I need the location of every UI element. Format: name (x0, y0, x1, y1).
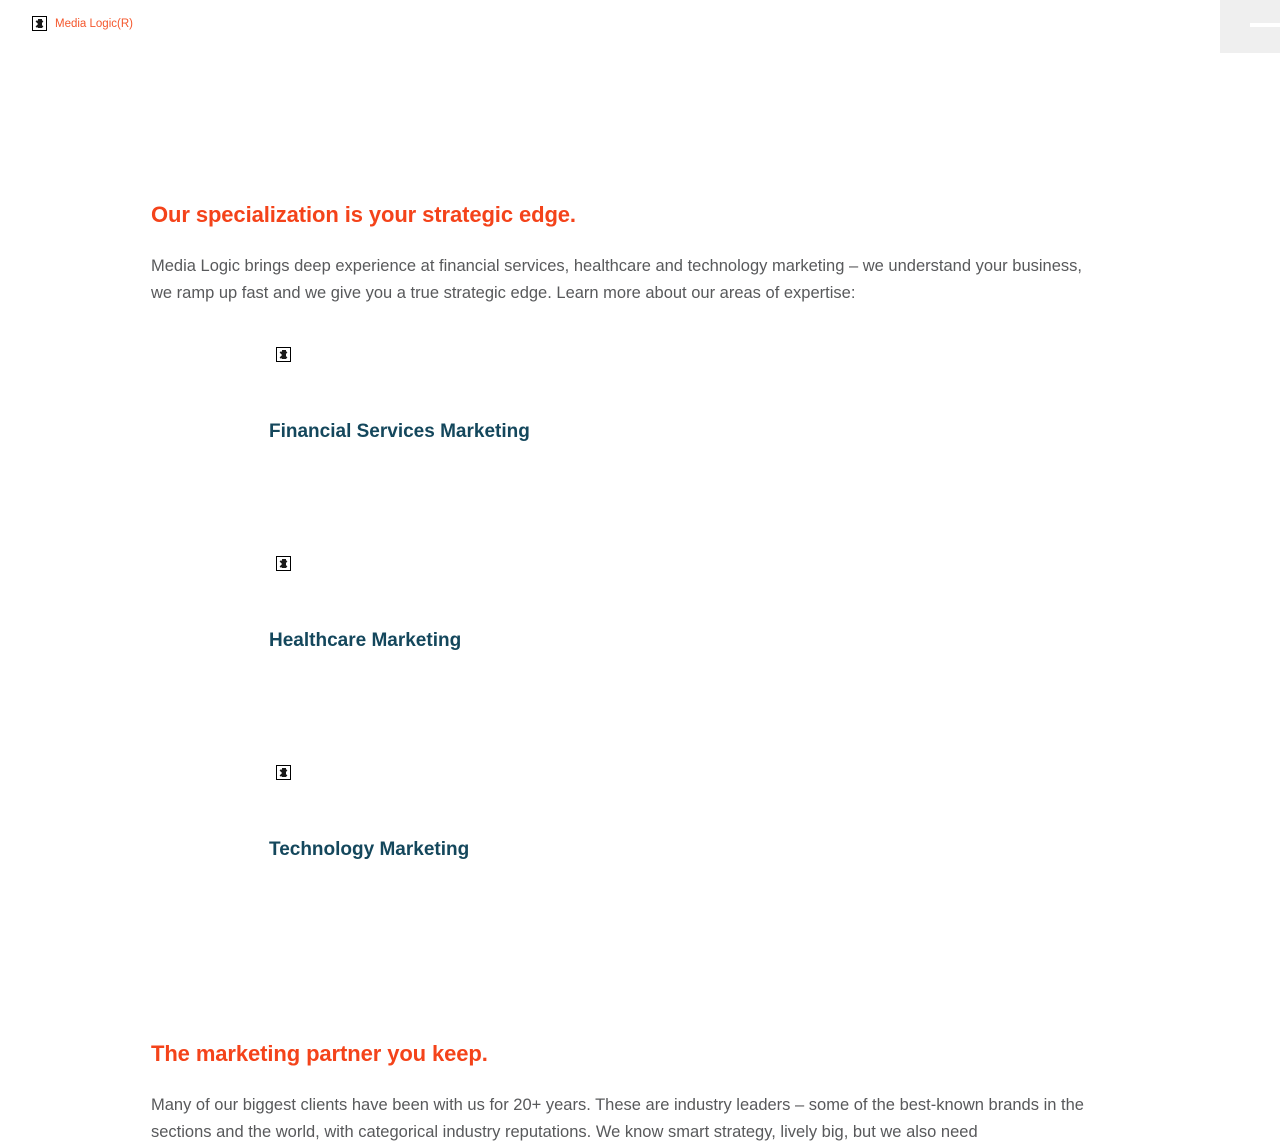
service-item-financial[interactable] (151, 347, 1111, 556)
menu-line (1250, 23, 1280, 27)
service-item-technology[interactable] (151, 765, 1111, 974)
broken-image-icon (276, 347, 291, 362)
menu-panel[interactable] (1220, 0, 1280, 53)
main-content (151, 200, 1111, 1146)
partner-section (151, 1039, 1111, 1146)
site-logo-link[interactable] (32, 16, 133, 31)
logo-alt-text: Media Logic(R) (55, 17, 133, 30)
site-header (0, 0, 1280, 60)
service-title-technology[interactable]: Technology Marketing (269, 839, 470, 860)
service-item-healthcare[interactable] (151, 556, 1111, 765)
service-title-healthcare[interactable]: Healthcare Marketing (269, 630, 462, 651)
broken-image-icon (32, 16, 47, 31)
services-list (151, 347, 1111, 974)
specialization-paragraph: Media Logic brings deep experience at financial services, healthcare and technology marketing – we understand your business, we ramp up fast and we give you a true strategic edge. Learn more about our areas of expertise: (151, 257, 1082, 302)
broken-image-icon (276, 765, 291, 780)
page-title-partner: The marketing partner you keep. (151, 1041, 488, 1066)
service-title-financial[interactable]: Financial Services Marketing (269, 421, 530, 442)
broken-image-icon (276, 556, 291, 571)
page-title-specialization: Our specialization is your strategic edge. (151, 202, 576, 227)
partner-paragraph: Many of our biggest clients have been with us for 20+ years. These are industry leaders – some of the best-known brands in the sections and the world, with categorical industry reputations. We know smart strategy, lively big, but we also need (151, 1096, 1084, 1141)
